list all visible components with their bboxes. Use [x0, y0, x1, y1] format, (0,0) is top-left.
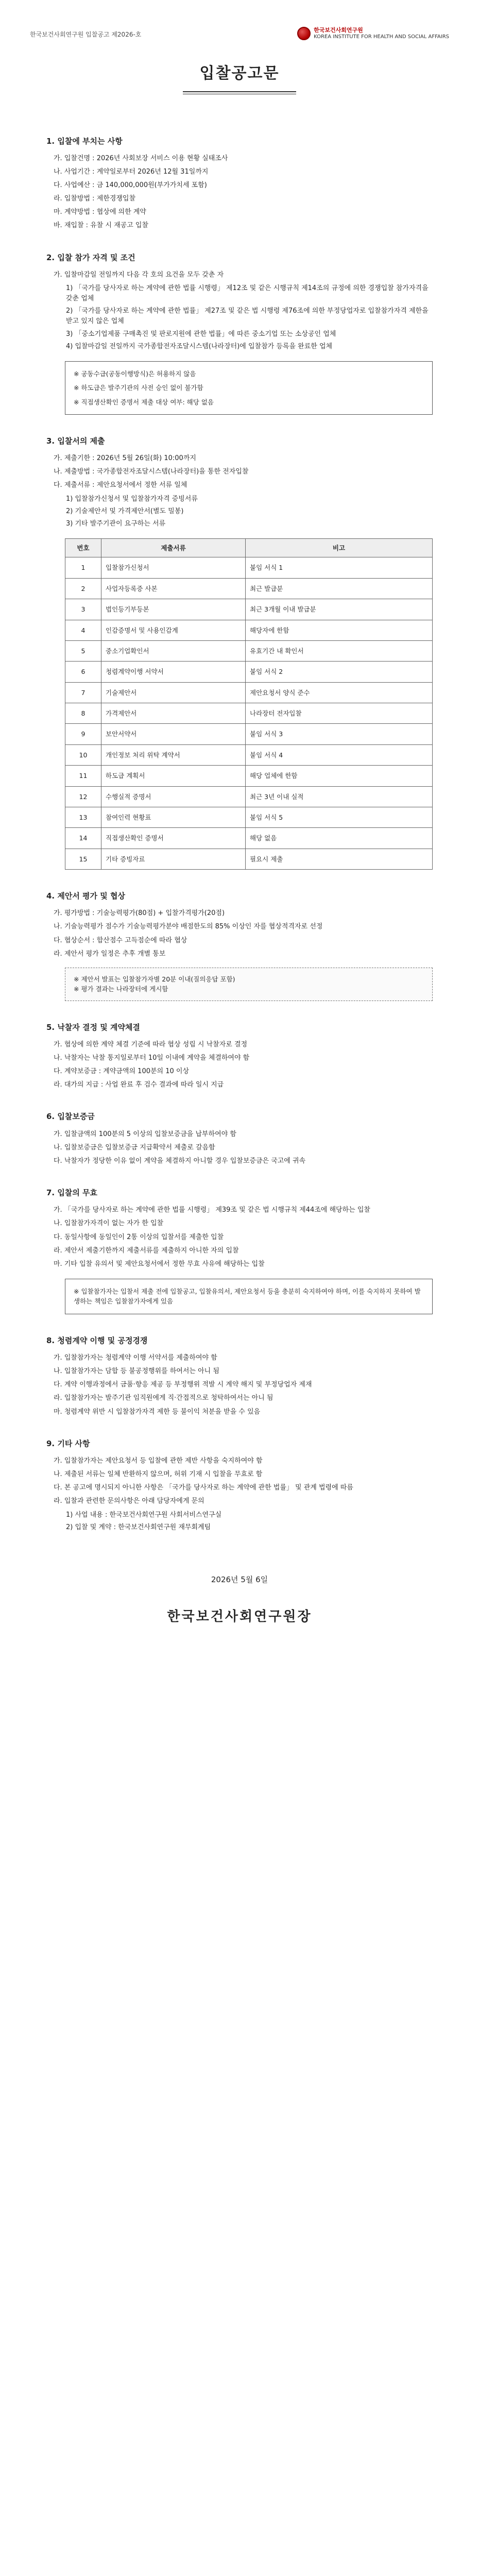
- table-cell: 11: [65, 766, 101, 786]
- section-item: 다. 낙찰자가 정당한 이유 없이 계약을 체결하지 아니할 경우 입찰보증금은 국고에 귀속: [54, 1157, 306, 1165]
- announcement-date: 2026년 5월 6일: [211, 1574, 268, 1584]
- table-cell: 사업자등록증 사본: [101, 578, 246, 599]
- table-row: [65, 578, 433, 599]
- table-cell: 중소기업확인서: [101, 640, 246, 661]
- table-cell: 9: [65, 724, 101, 744]
- section-item: 나. 입찰참가자격이 없는 자가 한 입찰: [54, 1219, 164, 1228]
- section-item: 다. 동일사항에 동일인이 2통 이상의 입찰서를 제출한 입찰: [54, 1233, 224, 1241]
- table-cell: 입찰참가신청서: [101, 557, 246, 578]
- section-4: [46, 890, 433, 1001]
- section-2: [46, 252, 433, 415]
- section-item: 라. 입찰과 관련한 문의사항은 아래 담당자에게 문의: [54, 1497, 204, 1505]
- table-cell: 하도급 계획서: [101, 766, 246, 786]
- section-heading: 4. 제안서 평가 및 협상: [46, 891, 125, 901]
- section-item: 마. 기타 입찰 유의서 및 제안요청서에서 정한 무효 사유에 해당하는 입찰: [54, 1260, 265, 1268]
- section-item: 라. 제안서 평가 일정은 추후 개별 통보: [54, 950, 166, 958]
- notice-box: [65, 361, 433, 415]
- table-cell: 해당 없음: [246, 828, 433, 849]
- section-item: 다. 계약 이행과정에서 금품·향응 제공 등 부정행위 적발 시 계약 해지 및 부정당업자 제재: [54, 1381, 312, 1389]
- table-cell: 7: [65, 682, 101, 703]
- table-cell: 수행실적 증명서: [101, 786, 246, 807]
- table-cell: 가격제안서: [101, 703, 246, 724]
- table-body: [65, 557, 433, 870]
- section-item: 나. 제출방법 : 국가종합전자조달시스템(나라장터)을 통한 전자입찰: [54, 468, 249, 476]
- section-heading: 1. 입찰에 부치는 사항: [46, 136, 123, 146]
- section-heading: 3. 입찰서의 제출: [46, 436, 105, 446]
- section-subitem: 1) 입찰참가신청서 및 입찰참가자격 증빙서류: [66, 495, 198, 503]
- table-row: [65, 807, 433, 827]
- notice-box: [65, 1279, 433, 1314]
- table-cell: 1: [65, 557, 101, 578]
- section-item: 다. 협상순서 : 합산점수 고득점순에 따라 협상: [54, 936, 187, 944]
- table-cell: 필요시 제출: [246, 849, 433, 869]
- section-heading: 7. 입찰의 무효: [46, 1188, 98, 1198]
- section-subitem: 2) 「국가를 당사자로 하는 계약에 관한 법률」 제27조 및 같은 법 시행령 제76조에 의한 부정당업자로 입찰참가자격 제한을 받고 있지 않은 업체: [66, 307, 429, 326]
- table-row: [65, 599, 433, 620]
- section-item: 다. 계약보증금 : 계약금액의 100분의 10 이상: [54, 1067, 190, 1076]
- submission-documents-table: [65, 538, 433, 870]
- table-row: [65, 724, 433, 744]
- section-item: 가. 제출기한 : 2026년 5월 26일(화) 10:00까지: [54, 454, 196, 463]
- table-cell: 최근 3개월 이내 발급분: [246, 599, 433, 620]
- table-row: [65, 662, 433, 682]
- section-heading: 5. 낙찰자 결정 및 계약체결: [46, 1022, 140, 1032]
- logo-text: 한국보건사회연구원 KOREA INSTITUTE FOR HEALTH AND SOCIAL AFFAIRS: [314, 26, 449, 40]
- section-item: 나. 기술능력평가 점수가 기술능력평가분야 배점한도의 85% 이상인 자를 협상적격자로 선정: [54, 923, 323, 931]
- section-8: [46, 1335, 433, 1417]
- section-item: 가. 협상에 의한 계약 체결 기준에 따라 협상 성립 시 낙찰자로 결정: [54, 1040, 248, 1048]
- table-cell: 붙임 서식 3: [246, 724, 433, 744]
- document-title: 입찰공고문: [199, 64, 280, 82]
- table-row: [65, 557, 433, 578]
- section-3: [46, 435, 433, 870]
- table-cell: 4: [65, 620, 101, 640]
- section-subitem: 1) 「국가를 당사자로 하는 계약에 관한 법률 시행령」 제12조 및 같은 시행규칙 제14조의 규정에 의한 경쟁입찰 참가자격을 갖춘 업체: [66, 284, 429, 303]
- table-cell: 개인정보 처리 위탁 계약서: [101, 744, 246, 765]
- table-cell: 10: [65, 744, 101, 765]
- section-subitem: 2) 기술제안서 및 가격제안서(별도 밀봉): [66, 507, 184, 515]
- section-item: 나. 사업기간 : 계약일로부터 2026년 12월 31일까지: [54, 167, 209, 176]
- table-cell: 5: [65, 640, 101, 661]
- table-cell: 직접생산확인 증명서: [101, 828, 246, 849]
- section-item: 가. 입찰금액의 100분의 5 이상의 입찰보증금을 납부하여야 함: [54, 1130, 236, 1138]
- section-item: 나. 제출된 서류는 일체 반환하지 않으며, 허위 기재 시 입찰을 무효로 함: [54, 1470, 263, 1479]
- section-subitem: 4) 입찰마감일 전일까지 국가종합전자조달시스템(나라장터)에 입찰참가 등록을 완료한 업체: [66, 342, 333, 350]
- table-row: [65, 682, 433, 703]
- section-item: 가. 「국가를 당사자로 하는 계약에 관한 법률 시행령」 제39조 및 같은 법 시행규칙 제44조에 해당하는 입찰: [54, 1206, 370, 1214]
- table-cell: 나라장터 전자입찰: [246, 703, 433, 724]
- table-row: [65, 640, 433, 661]
- table-header-cell: 비고: [246, 539, 433, 557]
- table-row: [65, 828, 433, 849]
- section-item: 가. 입찰참가자는 제안요청서 등 입찰에 관한 제반 사항을 숙지하여야 함: [54, 1457, 263, 1465]
- section-item: 다. 사업예산 : 금 140,000,000원(부가가치세 포함): [54, 181, 207, 190]
- table-cell: 인감증명서 및 사용인감계: [101, 620, 246, 640]
- section-item: 다. 제출서류 : 제안요청서에서 정한 서류 일체: [54, 481, 187, 489]
- table-cell: 12: [65, 786, 101, 807]
- table-header-cell: 제출서류: [101, 539, 246, 557]
- section-heading: 2. 입찰 참가 자격 및 조건: [46, 252, 135, 262]
- table-cell: 13: [65, 807, 101, 827]
- reference-box: [65, 968, 433, 1001]
- table-row: [65, 786, 433, 807]
- section-item: 마. 청렴계약 위반 시 입찰참가자격 제한 등 불이익 처분을 받을 수 있음: [54, 1408, 261, 1416]
- table-cell: 해당 업체에 한함: [246, 766, 433, 786]
- table-header-row: [65, 539, 433, 557]
- section-heading: 9. 기타 사항: [46, 1438, 90, 1448]
- section-item: 라. 입찰방법 : 제한경쟁입찰: [54, 195, 136, 203]
- section-item: 마. 계약방법 : 협상에 의한 계약: [54, 208, 146, 216]
- table-cell: 붙임 서식 5: [246, 807, 433, 827]
- table-header-cell: 번호: [65, 539, 101, 557]
- table-row: [65, 849, 433, 869]
- section-item: 가. 입찰건명 : 2026년 사회보장 서비스 이용 현황 실태조사: [54, 154, 228, 162]
- section-subitem: 1) 사업 내용 : 한국보건사회연구원 사회서비스연구실: [66, 1511, 222, 1519]
- section-item: 라. 제안서 제출기한까지 제출서류를 제출하지 아니한 자의 입찰: [54, 1246, 239, 1255]
- table-cell: 청렴계약이행 서약서: [101, 662, 246, 682]
- table-row: [65, 744, 433, 765]
- notice-line: ※ 직접생산확인 증명서 제출 대상 여부: 해당 없음: [74, 398, 214, 406]
- table-cell: 보안서약서: [101, 724, 246, 744]
- section-6: [46, 1111, 433, 1166]
- section-item: 가. 평가방법 : 기술능력평가(80점) + 입찰가격평가(20점): [54, 909, 225, 918]
- table-cell: 최근 3년 이내 실적: [246, 786, 433, 807]
- table-cell: 2: [65, 578, 101, 599]
- section-heading: 6. 입찰보증금: [46, 1112, 95, 1122]
- table-cell: 법인등기부등본: [101, 599, 246, 620]
- section-item: 가. 입찰참가자는 청렴계약 이행 서약서를 제출하여야 함: [54, 1354, 217, 1362]
- section-item: 나. 낙찰자는 낙찰 통지일로부터 10일 이내에 계약을 체결하여야 함: [54, 1054, 250, 1062]
- table-cell: 붙임 서식 4: [246, 744, 433, 765]
- document-header-note: 한국보건사회연구원 입찰공고 제2026-호: [30, 31, 142, 38]
- notice-line: ※ 입찰참가자는 입찰서 제출 전에 입찰공고, 입찰유의서, 제안요청서 등을 충분히 숙지하여야 하며, 이를 숙지하지 못하여 발생하는 책임은 입찰참가자에게 있음: [74, 1287, 421, 1306]
- reference-line: ※ 제안서 발표는 입찰참가자별 20분 이내(질의응답 포함): [74, 975, 235, 983]
- table-cell: 기술제안서: [101, 682, 246, 703]
- reference-line: ※ 평가 결과는 나라장터에 게시함: [74, 985, 168, 993]
- notice-line: ※ 하도급은 발주기관의 사전 승인 없이 불가함: [74, 384, 203, 392]
- section-1: [46, 135, 433, 231]
- section-7: [46, 1187, 433, 1314]
- table-cell: 기타 증빙자료: [101, 849, 246, 869]
- institute-emblem-icon: [297, 27, 311, 40]
- section-item: 바. 재입찰 : 유찰 시 재공고 입찰: [54, 222, 149, 230]
- table-cell: 최근 발급분: [246, 578, 433, 599]
- table-cell: 3: [65, 599, 101, 620]
- issuer-name: 한국보건사회연구원장: [167, 1609, 312, 1625]
- section-item: 나. 입찰참가자는 담합 등 불공정행위를 하여서는 아니 됨: [54, 1367, 219, 1376]
- table-row: [65, 766, 433, 786]
- table-cell: 붙임 서식 2: [246, 662, 433, 682]
- section-item: 라. 입찰참가자는 발주기관 임직원에게 직·간접적으로 청탁하여서는 아니 됨: [54, 1394, 273, 1402]
- table-cell: 8: [65, 703, 101, 724]
- table-cell: 14: [65, 828, 101, 849]
- section-heading: 8. 청렴계약 이행 및 공정경쟁: [46, 1335, 148, 1345]
- notice-line: ※ 공동수급(공동이행방식)은 허용하지 않음: [74, 369, 196, 378]
- table-cell: 6: [65, 662, 101, 682]
- section-subitem: 3) 기타 발주기관이 요구하는 서류: [66, 519, 166, 528]
- table-cell: 15: [65, 849, 101, 869]
- section-subitem: 3) 「중소기업제품 구매촉진 및 판로지원에 관한 법률」에 따른 중소기업 또는 소상공인 업체: [66, 330, 336, 338]
- institute-logo: [297, 27, 449, 40]
- table-row: [65, 620, 433, 640]
- section-item: 나. 입찰보증금은 입찰보증금 지급확약서 제출로 갈음함: [54, 1143, 215, 1151]
- table-cell: 제안요청서 양식 준수: [246, 682, 433, 703]
- section-subitem: 2) 입찰 및 계약 : 한국보건사회연구원 재무회계팀: [66, 1523, 211, 1531]
- table-cell: 유효기간 내 확인서: [246, 640, 433, 661]
- table-cell: 해당자에 한함: [246, 620, 433, 640]
- table-cell: 참여인력 현황표: [101, 807, 246, 827]
- table-cell: 붙임 서식 1: [246, 557, 433, 578]
- section-item: 라. 대가의 지급 : 사업 완료 후 검수 결과에 따라 일시 지급: [54, 1081, 224, 1089]
- section-item: 다. 본 공고에 명시되지 아니한 사항은 「국가를 당사자로 하는 계약에 관한 법률」 및 관계 법령에 따름: [54, 1484, 353, 1492]
- section-5: [46, 1022, 433, 1091]
- section-9: [46, 1438, 433, 1533]
- title-underline: [183, 91, 296, 94]
- section-item: 가. 입찰마감일 전일까지 다음 각 호의 요건을 모두 갖춘 자: [54, 270, 224, 279]
- table-row: [65, 703, 433, 724]
